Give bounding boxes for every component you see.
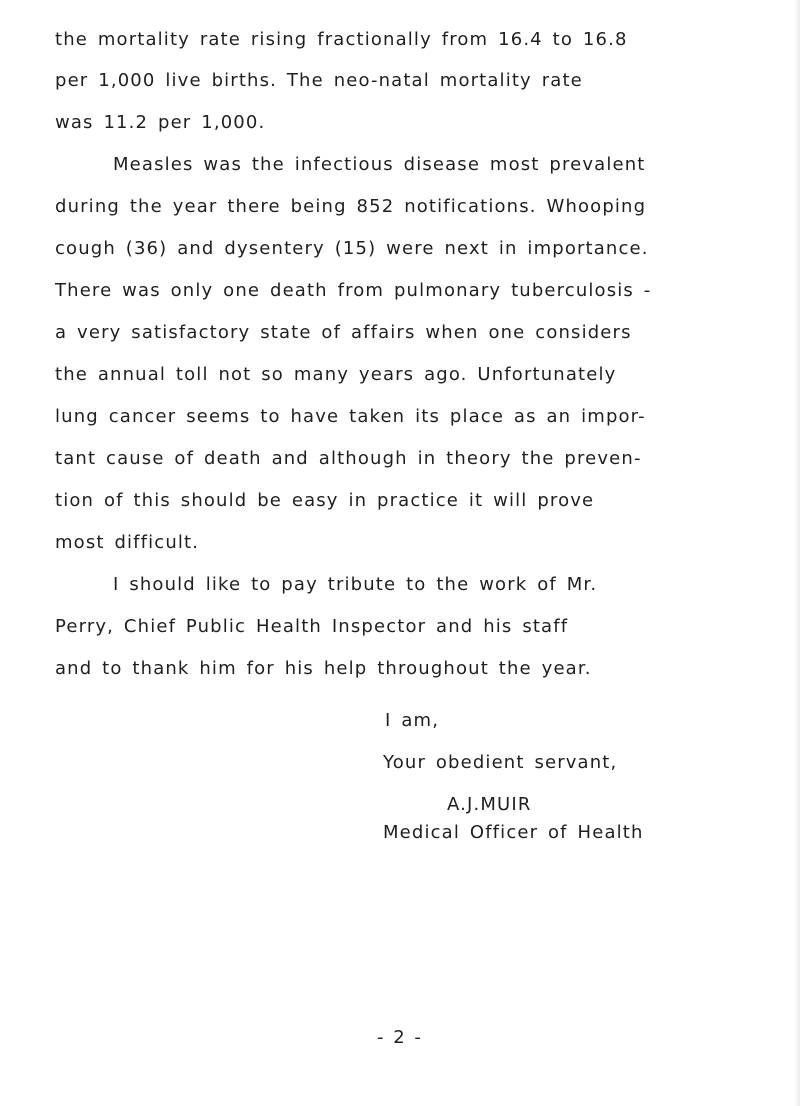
- text-line: cough (36) and dysentery (15) were next in importance.: [55, 238, 649, 259]
- closing-line: I am,: [385, 710, 440, 731]
- text-line: lung cancer seems to have taken its place as an impor-: [55, 406, 646, 427]
- text-line: was 11.2 per 1,000.: [55, 112, 266, 133]
- paragraph-start-line: Measles was the infectious disease most prevalent: [113, 154, 646, 175]
- text-line: Perry, Chief Public Health Inspector and his staff: [55, 616, 569, 637]
- text-line: most difficult.: [55, 532, 200, 553]
- text-line: the mortality rate rising fractionally from 16.4 to 16.8: [55, 29, 628, 50]
- signatory-name: A.J.MUIR: [447, 794, 532, 815]
- text-line: There was only one death from pulmonary tuberculosis -: [55, 280, 652, 301]
- salutation-line: Your obedient servant,: [383, 752, 618, 773]
- text-line: per 1,000 live births. The neo-natal mortality rate: [55, 70, 583, 91]
- paragraph-start-line: I should like to pay tribute to the work of Mr.: [113, 574, 598, 595]
- signatory-title: Medical Officer of Health: [383, 822, 644, 843]
- text-line: the annual toll not so many years ago. Unfortunately: [55, 364, 617, 385]
- text-line: during the year there being 852 notifications. Whooping: [55, 196, 647, 217]
- text-line: a very satisfactory state of affairs when one considers: [55, 322, 632, 343]
- page-edge-shadow: [794, 0, 800, 1106]
- text-line: tion of this should be easy in practice it will prove: [55, 490, 595, 511]
- page-number: - 2 -: [377, 1027, 423, 1048]
- text-line: tant cause of death and although in theory the preven-: [55, 448, 642, 469]
- text-line: and to thank him for his help throughout the year.: [55, 658, 592, 679]
